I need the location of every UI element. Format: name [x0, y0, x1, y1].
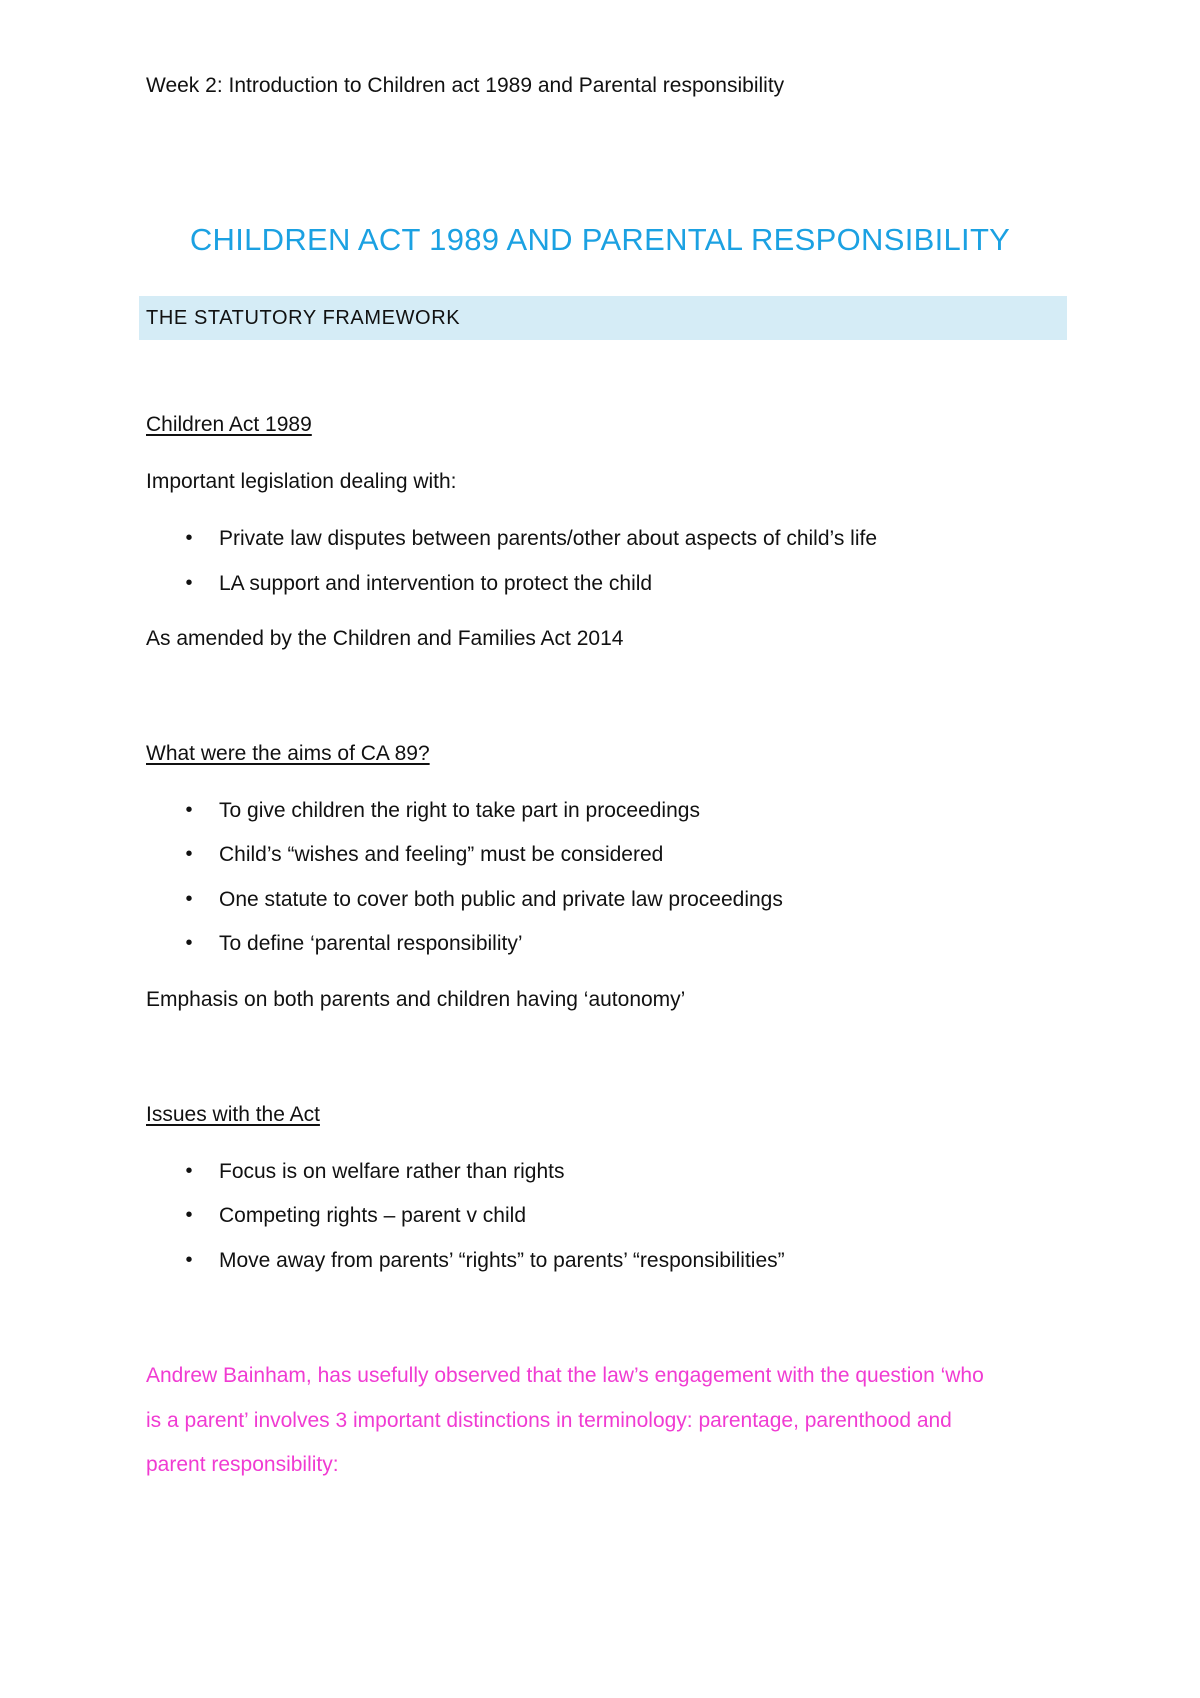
bullet-icon: •	[185, 527, 193, 549]
page-header: Week 2: Introduction to Children act 1989 and Parental responsibility	[146, 74, 785, 97]
issues-bullet: Move away from parents’ “rights” to parents’ “responsibilities”	[219, 1249, 785, 1272]
children-act-heading: Children Act 1989	[146, 413, 312, 436]
bullet-icon: •	[185, 843, 193, 865]
bullet-icon: •	[185, 1204, 193, 1226]
bullet-icon: •	[185, 799, 193, 821]
bainham-quote-line: is a parent’ involves 3 important distinctions in terminology: parentage, parenthood and	[146, 1409, 952, 1432]
children-act-bullet: LA support and intervention to protect the child	[219, 572, 653, 595]
children-act-intro: Important legislation dealing with:	[146, 470, 457, 493]
bullet-icon: •	[185, 572, 193, 594]
bullet-icon: •	[185, 1160, 193, 1182]
bullet-icon: •	[185, 888, 193, 910]
children-act-bullet: Private law disputes between parents/other about aspects of child’s life	[219, 527, 877, 550]
issues-bullet: Competing rights – parent v child	[219, 1204, 526, 1227]
section-heading: THE STATUTORY FRAMEWORK	[146, 307, 461, 329]
aims-bullet: To give children the right to take part in proceedings	[219, 799, 700, 822]
children-act-note: As amended by the Children and Families Act 2014	[146, 627, 624, 650]
aims-bullet: To define ‘parental responsibility’	[219, 932, 523, 955]
bainham-quote-line: parent responsibility:	[146, 1453, 339, 1476]
issues-bullet: Focus is on welfare rather than rights	[219, 1160, 565, 1183]
aims-bullet: One statute to cover both public and private law proceedings	[219, 888, 783, 911]
aims-heading: What were the aims of CA 89?	[146, 742, 430, 765]
bullet-icon: •	[185, 932, 193, 954]
issues-heading: Issues with the Act	[146, 1103, 320, 1126]
bullet-icon: •	[185, 1249, 193, 1271]
aims-note: Emphasis on both parents and children having ‘autonomy’	[146, 988, 686, 1011]
document-title: CHILDREN ACT 1989 AND PARENTAL RESPONSIBILITY	[189, 222, 1011, 257]
aims-bullet: Child’s “wishes and feeling” must be considered	[219, 843, 664, 866]
bainham-quote-line: Andrew Bainham, has usefully observed that the law’s engagement with the question ‘who	[146, 1364, 984, 1387]
